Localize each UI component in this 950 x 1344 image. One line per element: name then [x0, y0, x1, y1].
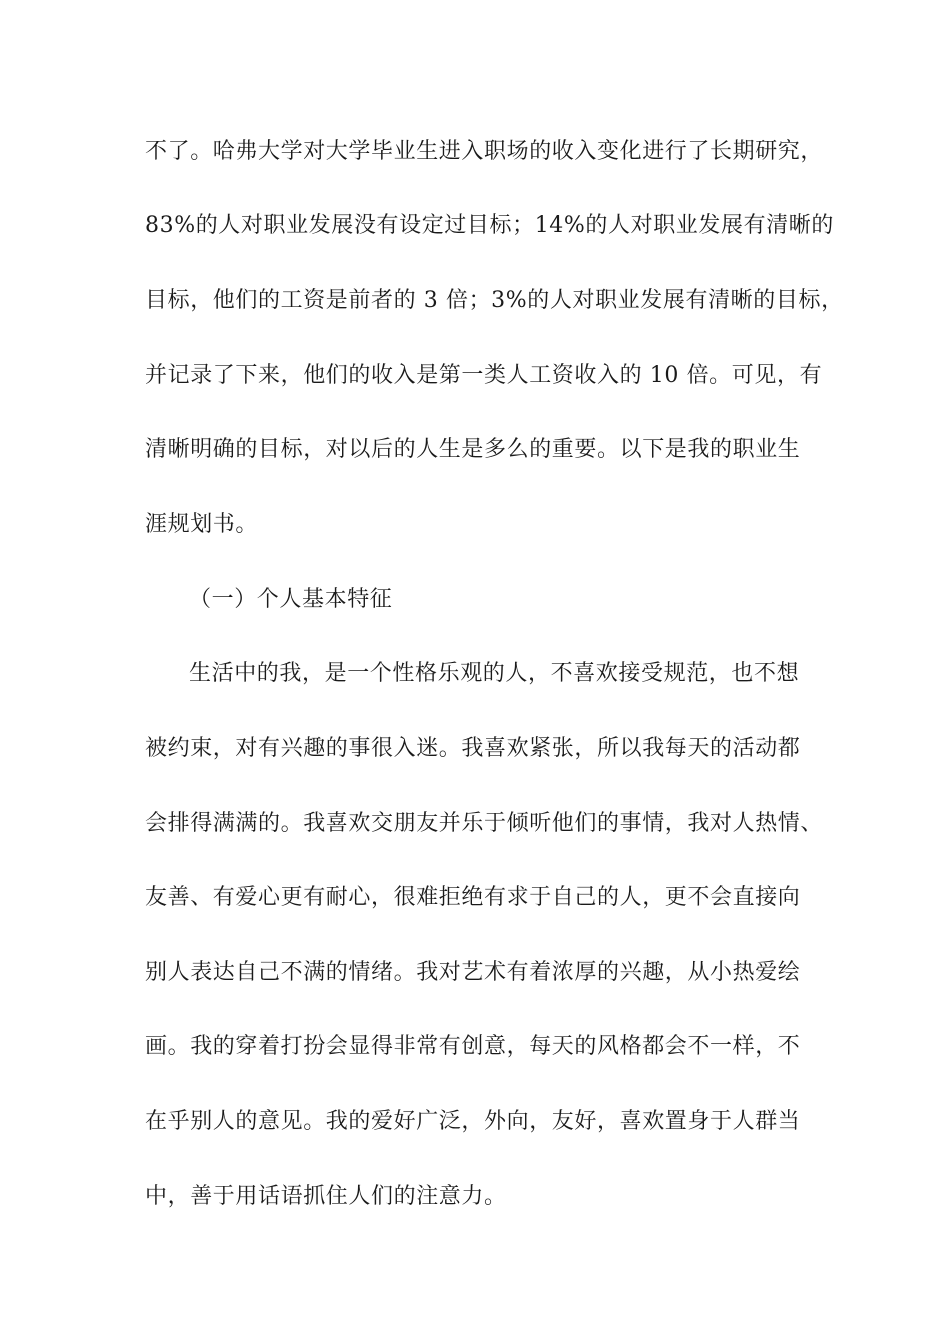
paragraph-line: 被约束，对有兴趣的事很入迷。我喜欢紧张，所以我每天的活动都 [145, 736, 801, 761]
paragraph-line: 生活中的我，是一个性格乐观的人，不喜欢接受规范，也不想 [189, 661, 800, 686]
section-heading: （一）个人基本特征 [189, 587, 393, 612]
paragraph-line: 在乎别人的意见。我的爱好广泛，外向，友好，喜欢置身于人群当 [145, 1109, 801, 1134]
paragraph-line: 并记录了下来，他们的收入是第一类人工资收入的 10 倍。可见，有 [145, 363, 823, 388]
paragraph-line: 别人表达自己不满的情绪。我对艺术有着浓厚的兴趣，从小热爱绘 [145, 960, 801, 985]
paragraph-line: 83%的人对职业发展没有设定过目标；14%的人对职业发展有清晰的 [145, 213, 834, 238]
paragraph-line: 不了。哈弗大学对大学毕业生进入职场的收入变化进行了长期研究， [145, 139, 824, 164]
paragraph-line: 友善、有爱心更有耐心，很难拒绝有求于自己的人，更不会直接向 [145, 885, 801, 910]
paragraph-line: 目标，他们的工资是前者的 3 倍；3%的人对职业发展有清晰的目标， [145, 288, 844, 313]
paragraph-line: 画。我的穿着打扮会显得非常有创意，每天的风格都会不一样，不 [145, 1034, 801, 1059]
paragraph-line: 会排得满满的。我喜欢交朋友并乐于倾听他们的事情，我对人热情、 [145, 811, 824, 836]
paragraph-line: 清晰明确的目标，对以后的人生是多么的重要。以下是我的职业生 [145, 437, 801, 462]
paragraph-line: 涯规划书。 [145, 512, 259, 537]
paragraph-line: 中，善于用话语抓住人们的注意力。 [145, 1184, 507, 1209]
